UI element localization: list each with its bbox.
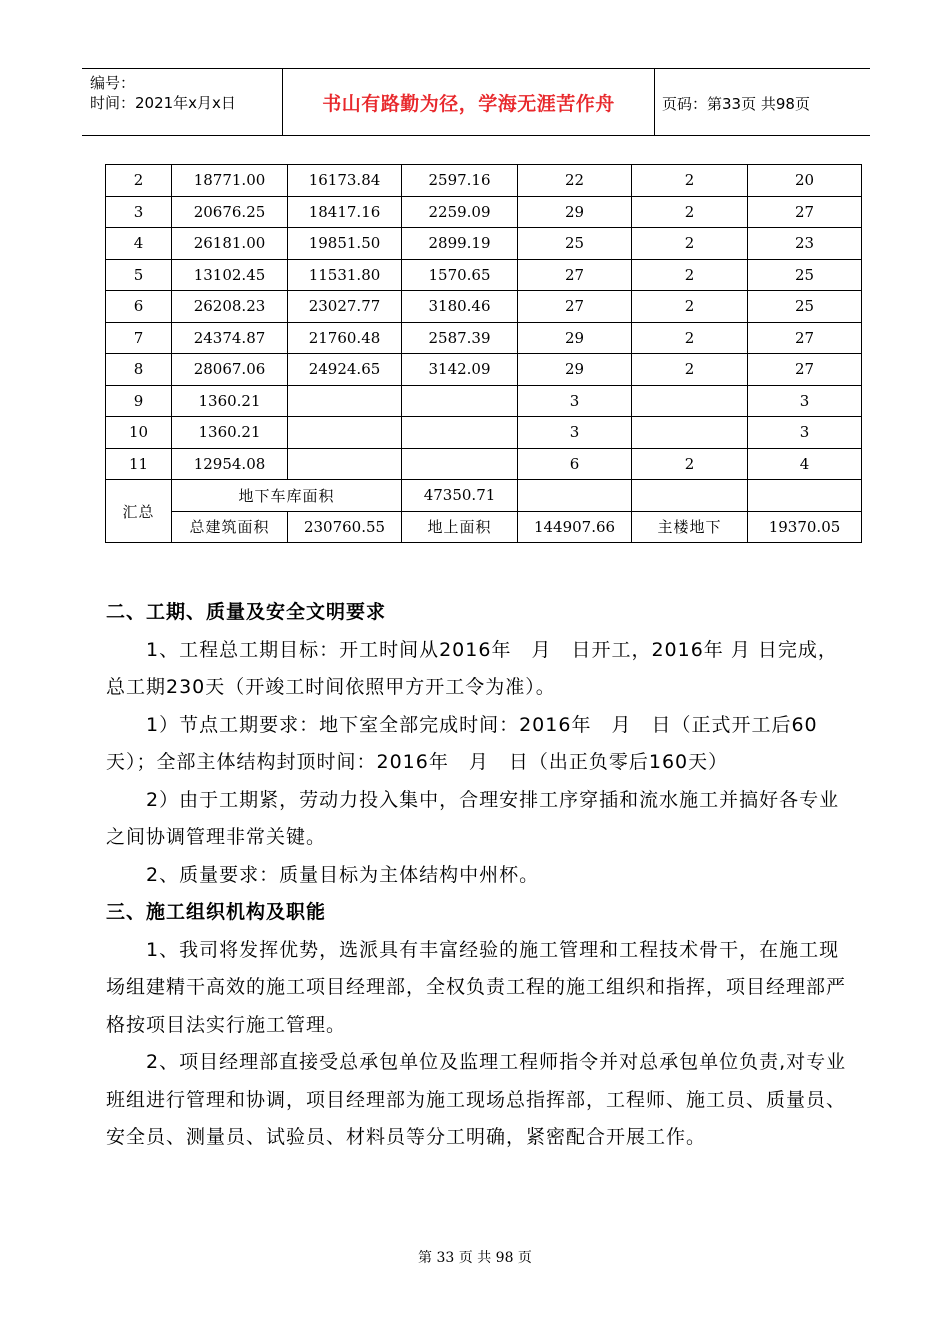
table-cell: 18771.00 [172,165,288,197]
header-motto: 书山有路勤为径，学海无涯苦作舟 [322,93,615,115]
table-cell: 24924.65 [288,354,402,386]
garage-value: 47350.71 [402,480,518,512]
table-row [106,165,862,197]
table-cell: 22 [518,165,632,197]
table-cell: 6 [518,448,632,480]
table-cell: 3 [518,417,632,449]
table-row [106,385,862,417]
table-cell: 2597.16 [402,165,518,197]
table-cell: 3180.46 [402,291,518,323]
main-under-value: 19370.05 [748,511,862,543]
table-cell: 18417.16 [288,196,402,228]
table-cell: 20 [748,165,862,197]
table-cell: 25 [518,228,632,260]
table-cell: 13102.45 [172,259,288,291]
table-cell: 29 [518,322,632,354]
table-cell: 2 [106,165,172,197]
table-cell: 3 [748,385,862,417]
table-cell: 2587.39 [402,322,518,354]
table-cell: 6 [106,291,172,323]
table-cell [518,480,632,512]
table-cell: 8 [106,354,172,386]
header-page-info: 页码：第33页 共98页 [662,95,810,113]
paragraph: 2、项目经理部直接受总承包单位及监理工程师指令并对总承包单位负责,对专业班组进行管理和协调，项目经理部为施工现场总指挥部，工程师、施工员、质量员、安全员、测量员、试验员、材料员等分工明确，紧密配合开展工作。 [106,1051,847,1148]
table-row [106,196,862,228]
summary-label: 汇总 [106,480,172,543]
table-cell: 11 [106,448,172,480]
date-label: 时间：2021年x月x日 [90,94,236,112]
summary-row [106,511,862,543]
table-row [106,417,862,449]
table-cell [402,448,518,480]
table-cell: 2 [632,228,748,260]
table-cell [748,480,862,512]
table-cell: 1360.21 [172,385,288,417]
table-cell: 29 [518,196,632,228]
table-cell: 1360.21 [172,417,288,449]
table-cell: 25 [748,291,862,323]
table-cell: 2 [632,259,748,291]
table-row [106,228,862,260]
table-cell: 2 [632,291,748,323]
paragraph: 2）由于工期紧，劳动力投入集中，合理安排工序穿插和流水施工并搞好各专业之间协调管理非常关键。 [106,788,840,848]
area-table [105,164,862,543]
table-cell: 27 [748,322,862,354]
table-cell [288,417,402,449]
table-row [106,291,862,323]
garage-label: 地下车库面积 [172,480,402,512]
table-cell [402,385,518,417]
header-meta [90,73,282,113]
table-cell: 2 [632,196,748,228]
table-cell: 2 [632,354,748,386]
table-cell: 21760.48 [288,322,402,354]
table-row [106,354,862,386]
table-cell: 25 [748,259,862,291]
table-cell: 3 [518,385,632,417]
table-cell: 2 [632,165,748,197]
table-cell: 7 [106,322,172,354]
table-cell: 19851.50 [288,228,402,260]
table-row [106,259,862,291]
table-cell: 2899.19 [402,228,518,260]
summary-row [106,480,862,512]
table-cell: 9 [106,385,172,417]
code-label: 编号： [90,74,136,92]
table-cell: 27 [748,354,862,386]
table-cell: 29 [518,354,632,386]
above-label: 地上面积 [402,511,518,543]
table-body [106,165,862,543]
section-3-heading: 三、施工组织机构及职能 [106,901,327,923]
table-cell: 11531.80 [288,259,402,291]
total-value: 230760.55 [288,511,402,543]
table-cell: 23 [748,228,862,260]
table-cell: 3142.09 [402,354,518,386]
table-cell: 12954.08 [172,448,288,480]
table-cell: 1570.65 [402,259,518,291]
table-cell: 4 [748,448,862,480]
table-cell: 5 [106,259,172,291]
paragraph: 1、工程总工期目标：开工时间从2016年 月 日开工，2016年 月 日完成，总工期230天（开竣工时间依照甲方开工令为准）。 [106,638,838,698]
table-cell: 2259.09 [402,196,518,228]
paragraph: 1、我司将发挥优势，选派具有丰富经验的施工管理和工程技术骨干，在施工现场组建精干高效的施工项目经理部，全权负责工程的施工组织和指挥，项目经理部严格按项目法实行施工管理。 [106,938,847,1036]
table-cell: 3 [748,417,862,449]
table-cell: 16173.84 [288,165,402,197]
body-text [106,594,848,1157]
page-footer: 第 33 页 共 98 页 [418,1250,532,1266]
table-cell: 2 [632,322,748,354]
table-cell [288,385,402,417]
table-row [106,448,862,480]
main-under-label: 主楼地下 [632,511,748,543]
table-cell [632,385,748,417]
paragraph: 2、质量要求：质量目标为主体结构中州杯。 [146,863,540,886]
section-2-heading: 二、工期、质量及安全文明要求 [106,601,387,623]
table-cell [402,417,518,449]
table-cell: 24374.87 [172,322,288,354]
table-cell: 2 [632,448,748,480]
table-cell: 10 [106,417,172,449]
table-cell: 27 [748,196,862,228]
header-divider [654,69,655,135]
table-cell [632,480,748,512]
table-row [106,322,862,354]
table-cell [632,417,748,449]
table-cell: 3 [106,196,172,228]
table-cell [288,448,402,480]
page-header [82,68,870,136]
table-cell: 4 [106,228,172,260]
table-cell: 27 [518,259,632,291]
above-value: 144907.66 [518,511,632,543]
table-cell: 27 [518,291,632,323]
paragraph: 1）节点工期要求：地下室全部完成时间：2016年 月 日（正式开工后60天）；全部主体结构封顶时间：2016年 月 日（出正负零后160天） [106,713,818,773]
table-cell: 26208.23 [172,291,288,323]
table-cell: 28067.06 [172,354,288,386]
total-label: 总建筑面积 [172,511,288,543]
table-cell: 23027.77 [288,291,402,323]
table-cell: 26181.00 [172,228,288,260]
table-cell: 20676.25 [172,196,288,228]
